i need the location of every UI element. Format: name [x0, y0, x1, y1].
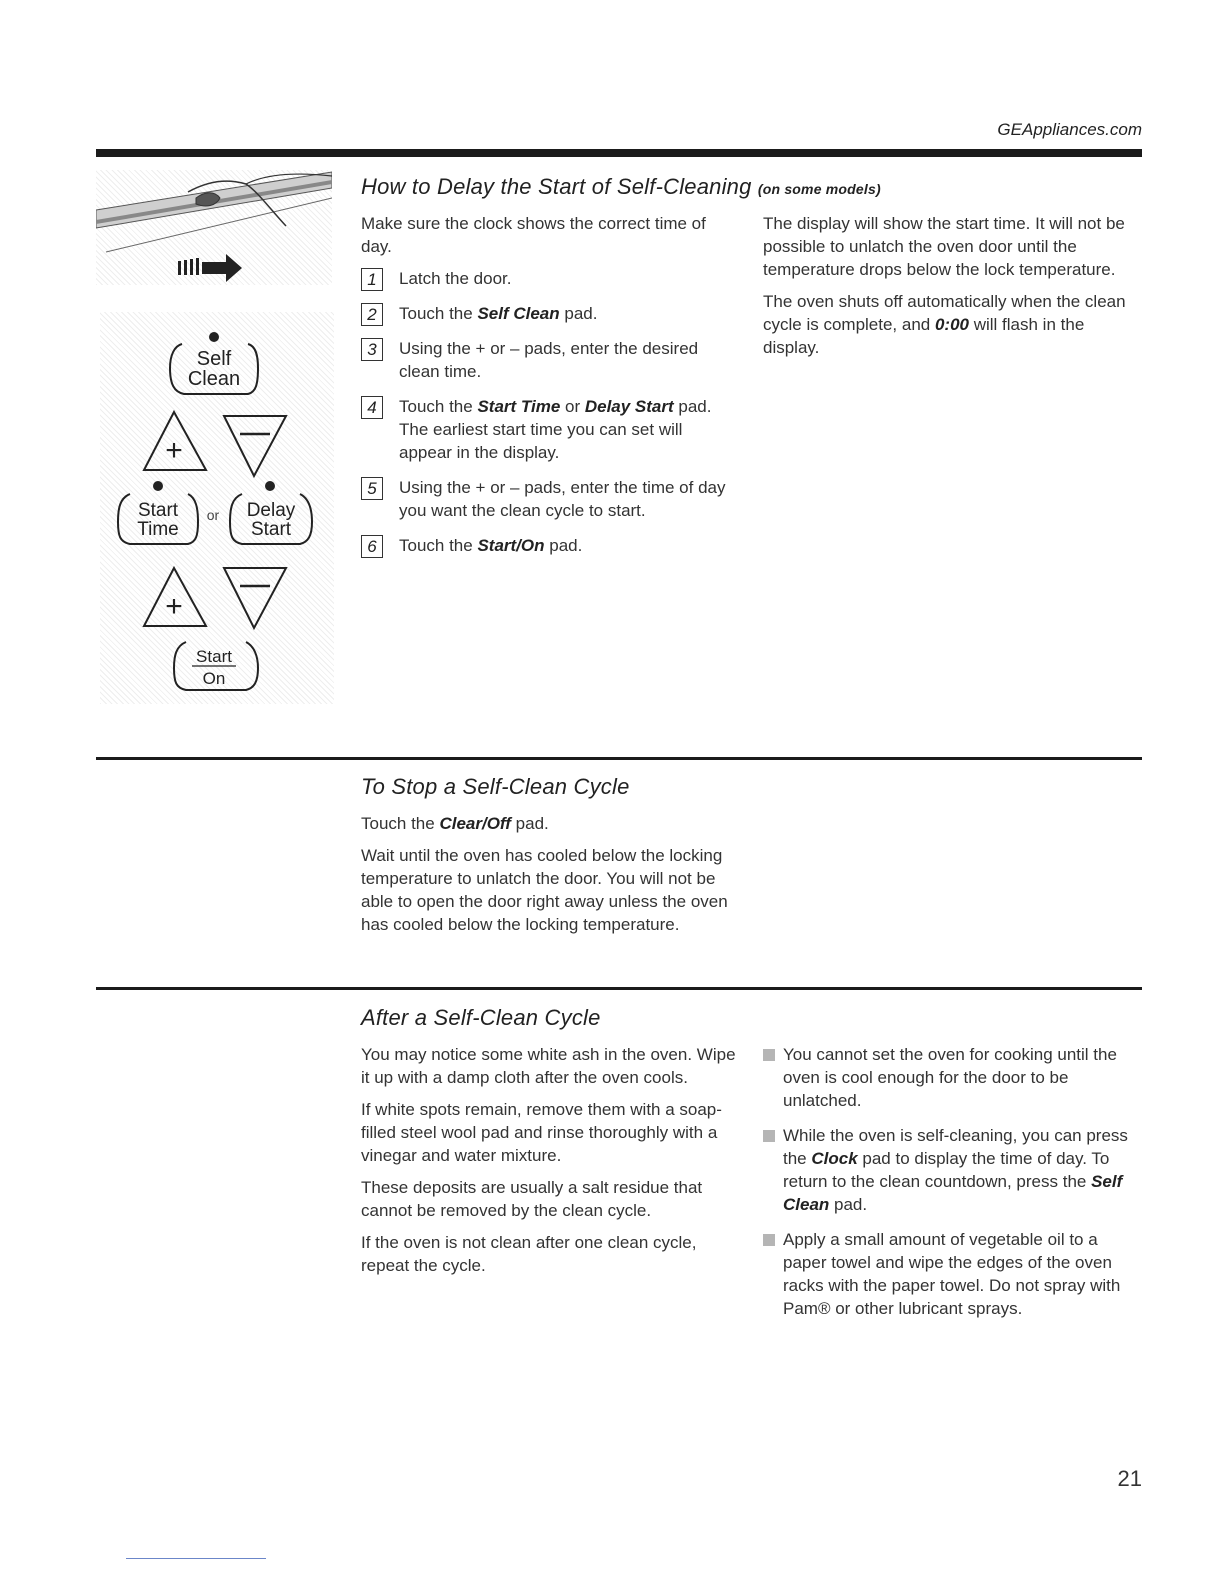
control-panel-illustration: [100, 312, 334, 704]
section-rule-1: [96, 757, 1142, 760]
latch-illustration: [96, 170, 332, 285]
minus-pad-2: [224, 568, 286, 628]
stop-section-title: To Stop a Self-Clean Cycle: [361, 774, 630, 799]
self-clean-pad: [170, 332, 258, 394]
bullet-icon: [763, 1130, 775, 1142]
delay-intro: Make sure the clock shows the correct time of day.: [361, 214, 706, 256]
bullet-1: You cannot set the oven for cooking until the oven is cool enough for the door to be unlatched.: [763, 1043, 1143, 1112]
step-2: 2 Touch the Self Clean pad.: [361, 302, 733, 325]
after-section-right: [763, 1043, 1143, 1332]
plus-pad-2: [144, 568, 206, 626]
step-6: 6 Touch the Start/On pad.: [361, 534, 733, 557]
step-4: 4 Touch the Start Time or Delay Start pad. The earliest start time you can set will appear in the display.: [361, 395, 733, 464]
stop-p2: Wait until the oven has cooled below the locking temperature to unlatch the door. You will not be able to open the door right away unless the oven has cooled below the locking temperature.: [361, 846, 728, 934]
delay-section-title: How to Delay the Start of Self-Cleaning (on some models): [361, 174, 881, 199]
bullet-2: While the oven is self-cleaning, you can press the Clock pad to display the time of day. To return to the clean countdown, press the Self Clean pad.: [763, 1124, 1143, 1216]
bullet-icon: [763, 1234, 775, 1246]
bullet-3: Apply a small amount of vegetable oil to a paper towel and wipe the edges of the oven racks with the paper towel. Do not spray with Pam® or other lubricant sprays.: [763, 1228, 1143, 1320]
plus-pad-1: [144, 412, 206, 470]
start-on-label-2: On: [202, 669, 226, 688]
section-rule-2: [96, 987, 1142, 990]
after-p2: If white spots remain, remove them with a soap-filled steel wool pad and rinse thoroughly with a vinegar and water mixture.: [361, 1100, 722, 1165]
start-time-label-1: Start: [137, 500, 179, 521]
start-time-label-2: Time: [137, 519, 179, 540]
after-section-title: After a Self-Clean Cycle: [361, 1005, 601, 1030]
delay-start-label-1: Delay: [246, 500, 296, 521]
display-note: The display will show the start time. It will not be possible to unlatch the oven door until the temperature drops below the lock temperature.: [763, 214, 1125, 279]
minus-pad-1: [224, 416, 286, 476]
delay-section-left: [361, 212, 733, 569]
site-url: GEAppliances.com: [997, 120, 1142, 139]
bottom-link-line: [126, 1558, 266, 1559]
step-5: 5 Using the + or – pads, enter the time of day you want the clean cycle to start.: [361, 476, 733, 522]
stop-section-body: [361, 812, 731, 945]
delay-start-label-2: Start: [250, 519, 292, 540]
step-1: 1 Latch the door.: [361, 267, 733, 290]
delay-start-pad: [230, 481, 312, 544]
after-p3: These deposits are usually a salt residue that cannot be removed by the clean cycle.: [361, 1178, 703, 1220]
stop-p1: Touch the Clear/Off pad.: [361, 814, 549, 833]
or-label: or: [206, 507, 220, 523]
after-p4: If the oven is not clean after one clean cycle, repeat the cycle.: [361, 1233, 697, 1275]
bullet-icon: [763, 1049, 775, 1061]
after-section-left: [361, 1043, 739, 1286]
title-note: (on some models): [757, 181, 881, 197]
self-clean-label-2: Clean: [187, 368, 241, 390]
after-p1: You may notice some white ash in the oven. Wipe it up with a damp cloth after the oven cools.: [361, 1045, 736, 1087]
delay-section-right: [763, 212, 1143, 368]
svg-text:+: +: [165, 590, 183, 623]
start-time-pad: [118, 481, 198, 544]
svg-text:+: +: [165, 434, 183, 467]
start-on-label-1: Start: [196, 647, 232, 666]
page-number: 21: [1117, 1466, 1142, 1491]
self-clean-label-1: Self: [196, 348, 232, 370]
start-on-pad: [174, 642, 258, 690]
shutoff-note: The oven shuts off automatically when the clean cycle is complete, and 0:00 will flash in the display.: [763, 292, 1126, 357]
top-rule: [96, 149, 1142, 157]
step-3: 3 Using the + or – pads, enter the desired clean time.: [361, 337, 733, 383]
